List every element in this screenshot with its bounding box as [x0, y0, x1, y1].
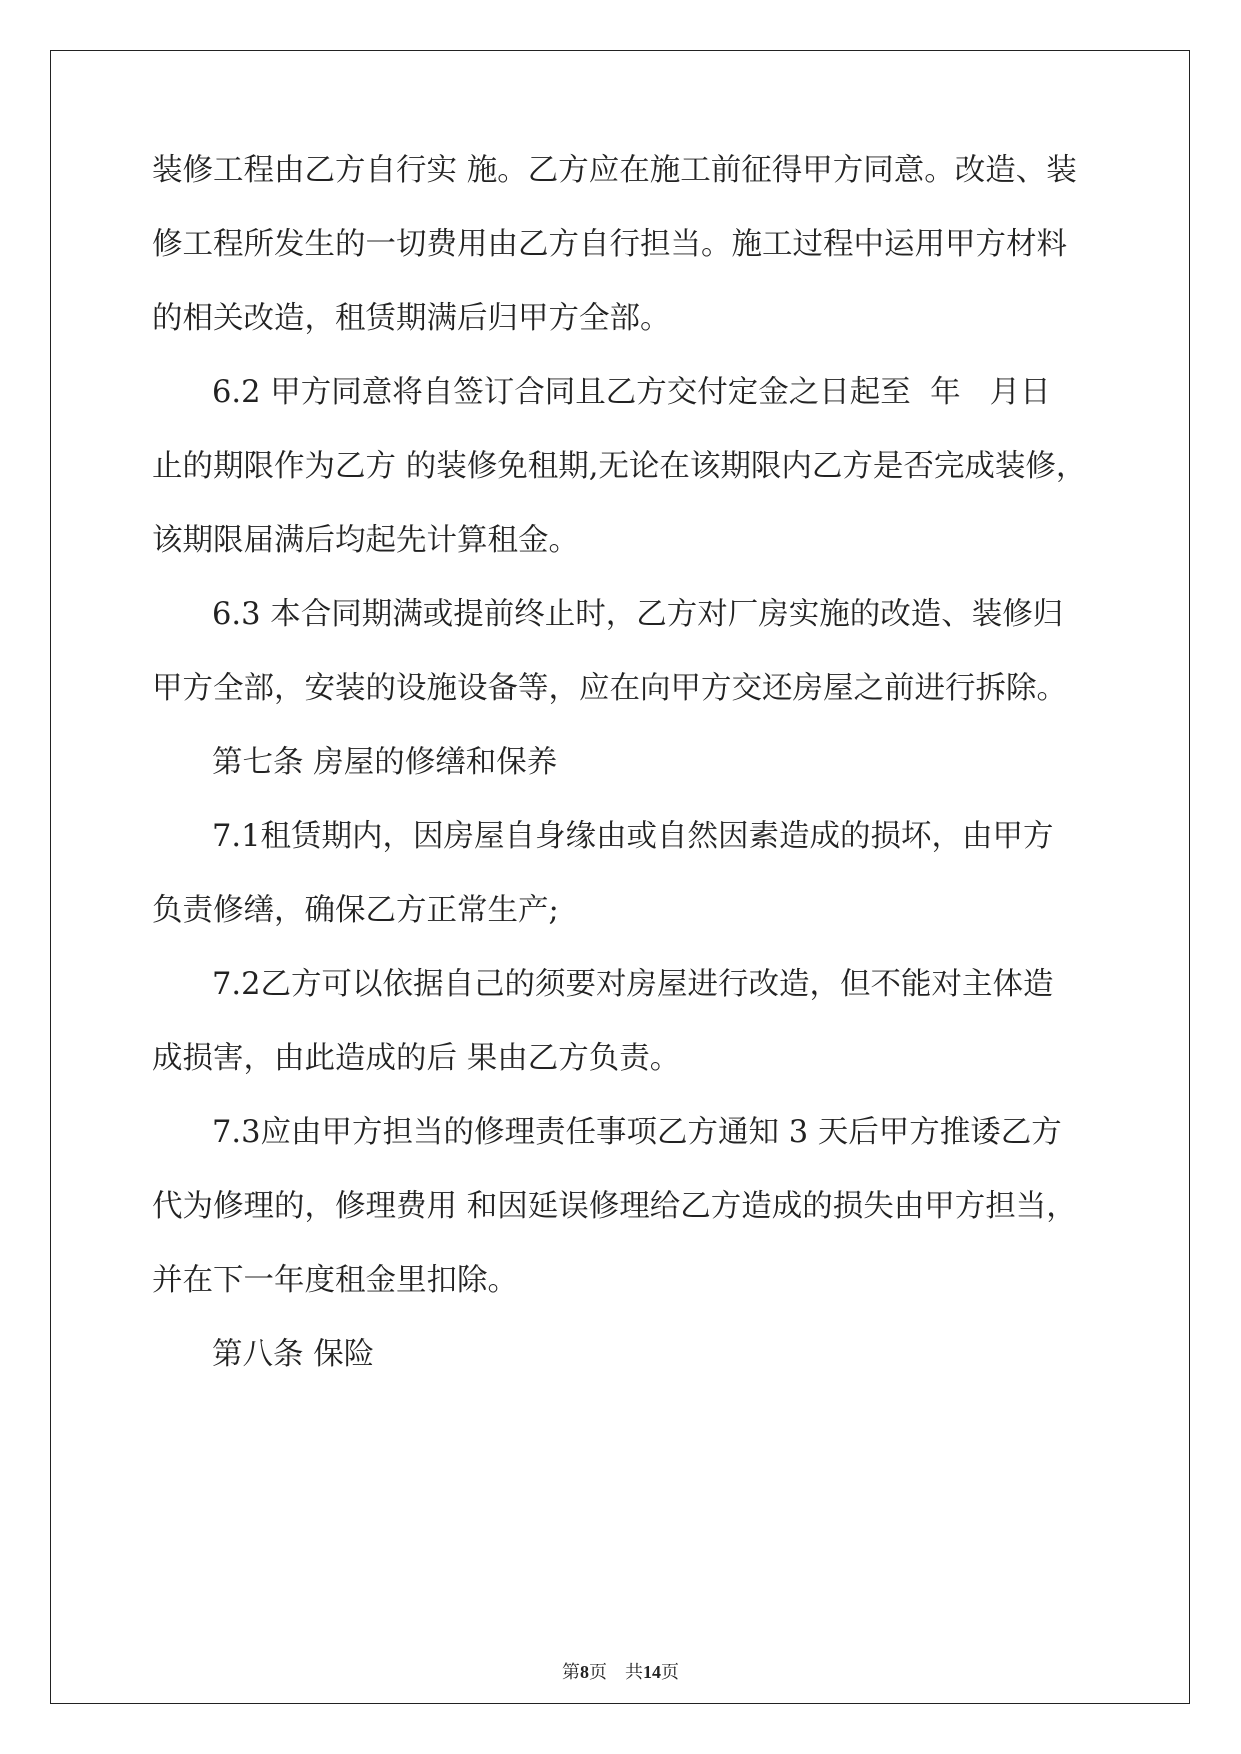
- page-border: [50, 50, 1190, 1704]
- page-footer: [0, 1658, 1241, 1684]
- current-page-number: 8: [580, 1662, 589, 1682]
- body-line: 并在下一年度租金里扣除。: [152, 1263, 518, 1298]
- body-line: 成损害，由此造成的后 果由乙方负责。: [152, 1041, 681, 1076]
- article-8-heading: 第八条 保险: [212, 1337, 375, 1372]
- clause-7-1-line: 7.1租赁期内，因房屋自身缘由或自然因素造成的损坏，由甲方: [212, 819, 1054, 854]
- body-line: 装修工程由乙方自行实 施。乙方应在施工前征得甲方同意。改造、装: [152, 153, 1077, 188]
- clause-6-2-line: 6.2 甲方同意将自签订合同且乙方交付定金之日起至 年 月日: [212, 375, 1051, 410]
- body-line: 该期限届满后均起先计算租金。: [152, 523, 579, 558]
- clause-7-2-line: 7.2乙方可以依据自己的须要对房屋进行改造，但不能对主体造: [212, 967, 1054, 1002]
- body-line: 代为修理的，修理费用 和因延误修理给乙方造成的损失由甲方担当，: [152, 1189, 1077, 1224]
- footer-prefix: 第: [562, 1662, 580, 1682]
- article-7-heading: 第七条 房屋的修缮和保养: [212, 745, 558, 780]
- clause-6-3-line: 6.3 本合同期满或提前终止时，乙方对厂房实施的改造、装修归: [212, 597, 1064, 632]
- total-page-number: 14: [643, 1662, 661, 1682]
- body-line: 甲方全部，安装的设施设备等，应在向甲方交还房屋之前进行拆除。: [152, 671, 1067, 706]
- footer-suffix: 页: [661, 1662, 679, 1682]
- body-line: 负责修缮，确保乙方正常生产;: [152, 893, 559, 928]
- body-line: 止的期限作为乙方 的装修免租期,无论在该期限内乙方是否完成装修，: [152, 449, 1087, 484]
- body-line: 的相关改造，租赁期满后归甲方全部。: [152, 301, 671, 336]
- clause-7-3-line: 7.3应由甲方担当的修理责任事项乙方通知 3 天后甲方推诿乙方: [212, 1115, 1062, 1150]
- footer-middle: 页 共: [589, 1662, 643, 1682]
- body-line: 修工程所发生的一切费用由乙方自行担当。施工过程中运用甲方材料: [152, 227, 1067, 262]
